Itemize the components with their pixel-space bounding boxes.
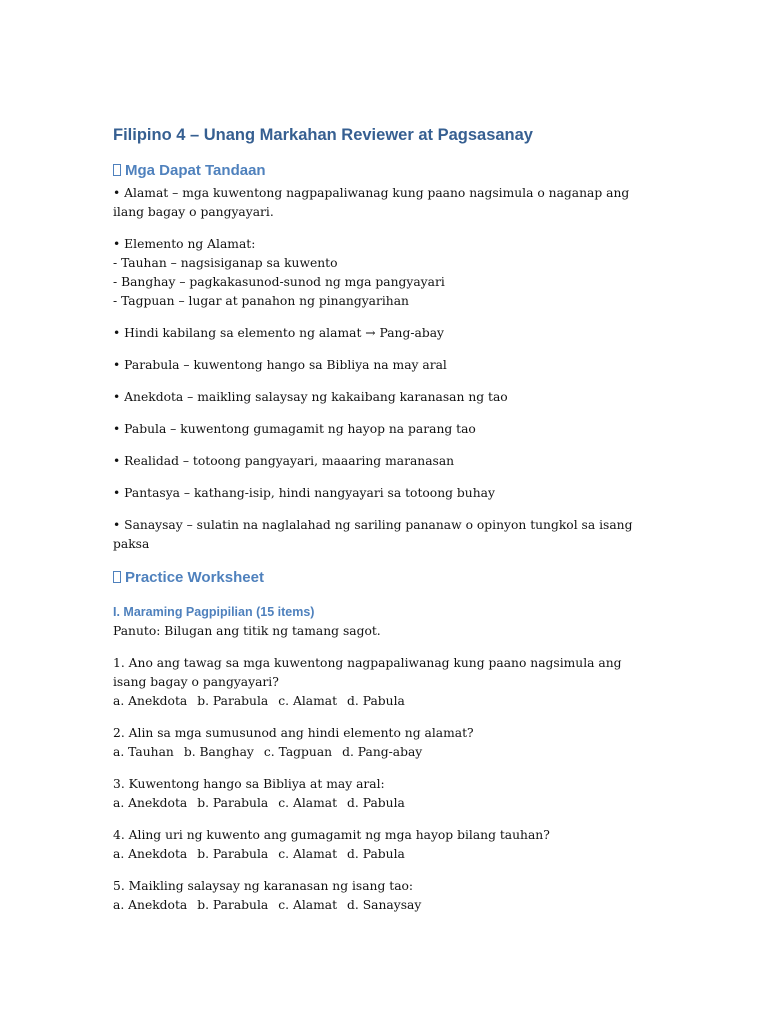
part-heading: I. Maraming Pagpipilian (15 items) (113, 605, 315, 619)
reminder-paragraph (113, 324, 658, 343)
question-item (113, 724, 658, 762)
choice-option: d. Pabula (347, 694, 405, 708)
choice-option: b. Parabula (197, 796, 269, 810)
reminder-paragraph (113, 235, 658, 311)
reminders-list (113, 184, 658, 554)
choice-option: d. Pang-abay (342, 745, 423, 759)
missing-glyph-icon (113, 571, 121, 583)
question-text: 2. Alin sa mga sumusunod ang hindi elemento ng alamat? (113, 726, 474, 740)
choice-option: a. Anekdota (113, 898, 188, 912)
choices-row (113, 794, 658, 813)
question-text: 4. Aling uri ng kuwento ang gumagamit ng mga hayop bilang tauhan? (113, 828, 550, 842)
reminder-line: • Alamat – mga kuwentong nagpapaliwanag kung paano nagsimula o naganap ang ilang bagay o pangyayari. (113, 186, 630, 219)
choices-row (113, 692, 658, 711)
questions-list (113, 654, 658, 915)
reminder-paragraph (113, 516, 658, 554)
choice-option: b. Parabula (197, 847, 269, 861)
choice-option: b. Parabula (197, 694, 269, 708)
choice-option: c. Alamat (278, 694, 338, 708)
choices-row (113, 743, 658, 762)
reminder-line: • Elemento ng Alamat: (113, 237, 256, 251)
choice-option: b. Banghay (183, 745, 254, 759)
choice-option: c. Alamat (278, 898, 338, 912)
choice-option: d. Sanaysay (347, 898, 422, 912)
choice-option: c. Alamat (278, 847, 338, 861)
reminder-line: • Hindi kabilang sa elemento ng alamat → Pang-abay (113, 326, 444, 340)
reminder-line: - Banghay – pagkakasunod-sunod ng mga pangyayari (113, 275, 445, 289)
question-text: 5. Maikling salaysay ng karanasan ng isang tao: (113, 879, 414, 893)
question-item (113, 826, 658, 864)
question-text: 1. Ano ang tawag sa mga kuwentong nagpapaliwanag kung paano nagsimula ang isang bagay o pangyayari? (113, 656, 622, 689)
reminder-paragraph (113, 184, 658, 222)
section-heading-practice (113, 567, 658, 589)
reminder-paragraph (113, 388, 658, 407)
reminder-paragraph (113, 452, 658, 471)
reminder-line: • Anekdota – maikling salaysay ng kakaibang karanasan ng tao (113, 390, 508, 404)
choice-option: a. Anekdota (113, 796, 188, 810)
missing-glyph-icon (113, 164, 121, 176)
choice-option: c. Alamat (278, 796, 338, 810)
reminder-line: - Tauhan – nagsisiganap sa kuwento (113, 256, 338, 270)
reminder-line: • Parabula – kuwentong hango sa Bibliya na may aral (113, 358, 447, 372)
question-item (113, 877, 658, 915)
reminder-paragraph (113, 356, 658, 375)
choices-row (113, 896, 658, 915)
choices-row (113, 845, 658, 864)
instructions: Panuto: Bilugan ang titik ng tamang sagot. (113, 624, 381, 638)
choice-option: a. Anekdota (113, 847, 188, 861)
choice-option: d. Pabula (347, 847, 405, 861)
choice-option: b. Parabula (197, 898, 269, 912)
reminder-paragraph (113, 484, 658, 503)
question-item (113, 775, 658, 813)
question-item (113, 654, 658, 711)
section-heading-text: Practice Worksheet (125, 569, 264, 586)
choice-option: a. Anekdota (113, 694, 188, 708)
reminder-line: • Sanaysay – sulatin na naglalahad ng sariling pananaw o opinyon tungkol sa isang paksa (113, 518, 633, 551)
choice-option: d. Pabula (347, 796, 405, 810)
section-heading-reminders (113, 160, 658, 182)
question-text: 3. Kuwentong hango sa Bibliya at may aral: (113, 777, 385, 791)
choice-option: a. Tauhan (113, 745, 174, 759)
reminder-line: • Pabula – kuwentong gumagamit ng hayop na parang tao (113, 422, 476, 436)
document-title: Filipino 4 – Unang Markahan Reviewer at Pagsasanay (113, 126, 533, 144)
reminder-line: • Pantasya – kathang-isip, hindi nangyayari sa totoong buhay (113, 486, 495, 500)
section-heading-text: Mga Dapat Tandaan (125, 162, 266, 179)
reminder-paragraph (113, 420, 658, 439)
choice-option: c. Tagpuan (263, 745, 333, 759)
reminder-line: - Tagpuan – lugar at panahon ng pinangyarihan (113, 294, 409, 308)
reminder-line: • Realidad – totoong pangyayari, maaaring maranasan (113, 454, 455, 468)
